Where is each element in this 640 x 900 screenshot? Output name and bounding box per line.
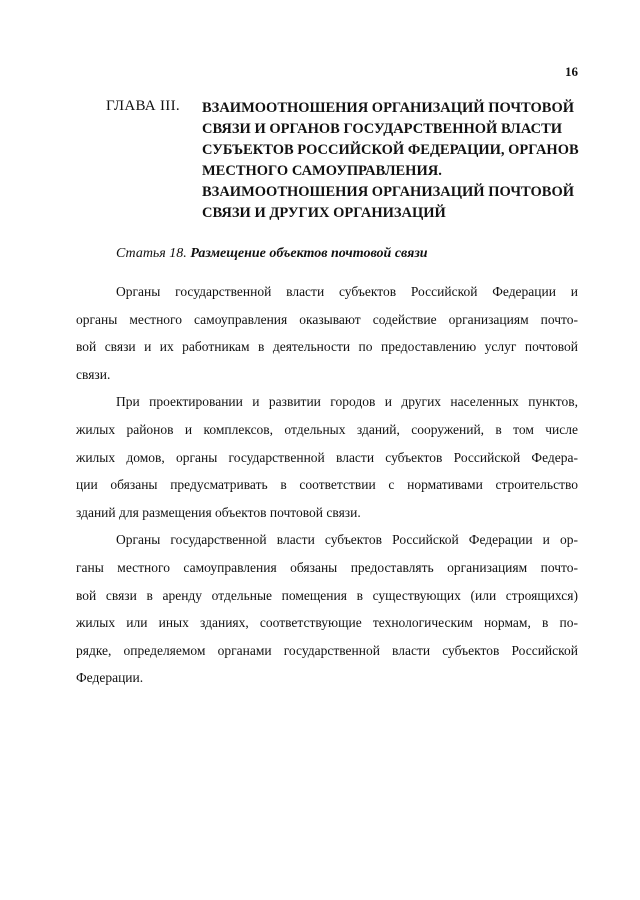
paragraph-line: связи. (76, 366, 111, 382)
article-title: Размещение объектов почтовой связи (190, 246, 428, 261)
paragraph-line: жилых районов и комплексов, отдельных зданий, сооружений, в том числе (76, 421, 578, 437)
paragraph-line: зданий для размещения объектов почтовой связи. (76, 504, 361, 520)
article-body (76, 278, 578, 692)
paragraph-line: вой связи и их работникам в деятельности по предоставлению услуг почтовой (76, 339, 578, 355)
paragraph-line: органы местного самоуправления оказывают содействие организациям почто- (76, 311, 578, 327)
chapter-label: ГЛАВА III. (106, 98, 180, 114)
chapter-title-line: ВЗАИМООТНОШЕНИЯ ОРГАНИЗАЦИЙ ПОЧТОВОЙ (202, 100, 575, 116)
paragraph-line: рядке, определяемом органами государственной власти субъектов Российской (76, 642, 578, 658)
paragraph (76, 278, 578, 388)
chapter-title (202, 98, 602, 224)
paragraph-line: Федерации. (76, 670, 144, 686)
chapter-title-line: СВЯЗИ И ДРУГИХ ОРГАНИЗАЦИЙ (202, 205, 446, 221)
paragraph-line: жилых домов, органы государственной власти субъектов Российской Федера- (76, 449, 578, 465)
paragraph-line: При проектировании и развитии городов и других населенных пунктов, (116, 394, 578, 410)
chapter-title-line: СУБЪЕКТОВ РОССИЙСКОЙ ФЕДЕРАЦИИ, ОРГАНОВ (202, 142, 579, 158)
paragraph-line: Органы государственной власти субъектов Российской Федерации и (116, 284, 578, 299)
page-number: 16 (565, 64, 578, 79)
chapter-title-line: ВЗАИМООТНОШЕНИЯ ОРГАНИЗАЦИЙ ПОЧТОВОЙ (202, 184, 575, 200)
chapter-title-line: СВЯЗИ И ОРГАНОВ ГОСУДАРСТВЕННОЙ ВЛАСТИ (202, 121, 563, 137)
chapter-title-line: МЕСТНОГО САМОУПРАВЛЕНИЯ. (202, 163, 442, 179)
article-label: Статья 18. (116, 246, 187, 261)
paragraph (76, 388, 578, 526)
paragraph-line: вой связи в аренду отдельные помещения в существующих (или строящихся) (76, 587, 578, 603)
paragraph-line: ганы местного самоуправления обязаны предоставлять организациям почто- (76, 559, 578, 575)
paragraph (76, 526, 578, 692)
article-heading (116, 246, 428, 262)
paragraph-line: ции обязаны предусматривать в соответствии с нормативами строительство (76, 477, 578, 493)
paragraph-line: жилых или иных зданиях, соответствующие технологическим нормам, в по- (76, 615, 578, 631)
paragraph-line: Органы государственной власти субъектов Российской Федерации и ор- (116, 532, 578, 548)
